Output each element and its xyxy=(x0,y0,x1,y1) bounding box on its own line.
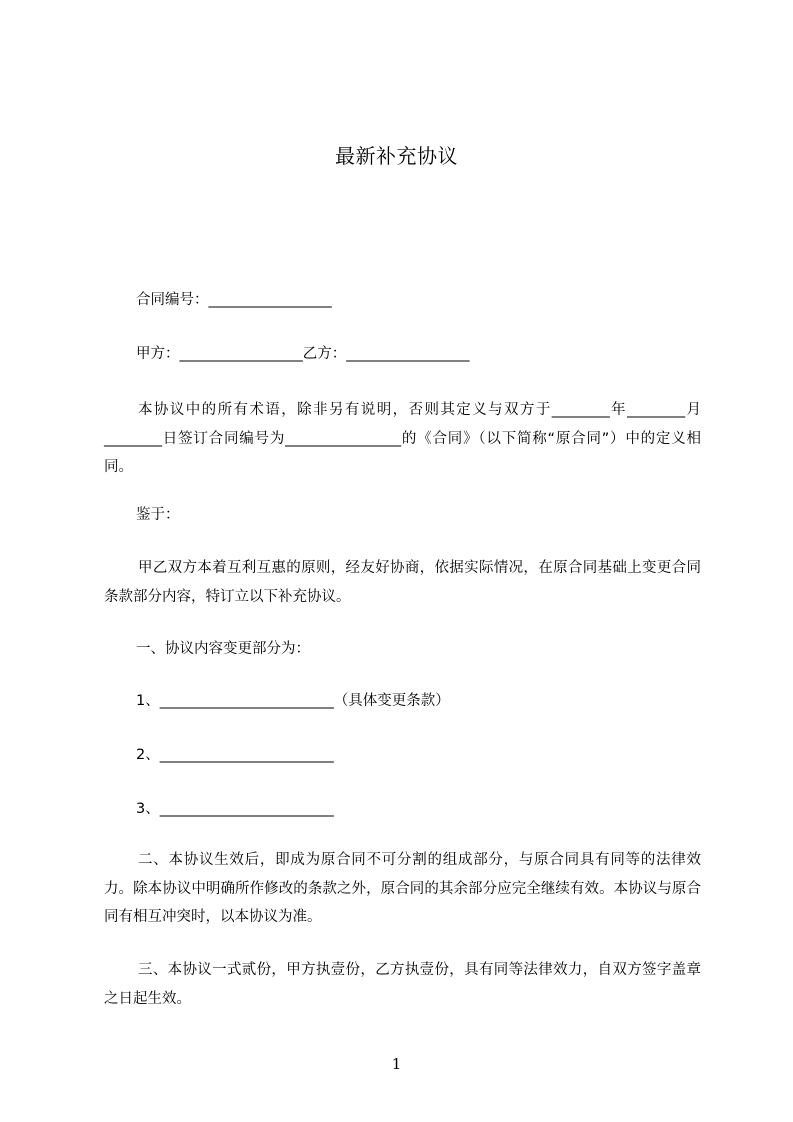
document-title: 最新补充协议 xyxy=(335,144,458,168)
section-one-heading: 一、协议内容变更部分为： xyxy=(136,641,310,657)
section-two-paragraph: 二、本协议生效后，即成为原合同不可分割的组成部分，与原合同具有同等的法律效力。除本协议中明确所作修改的条款之外，原合同的其余部分应完全继续有效。本协议与原合同有相互冲突时，以本协议为准。 xyxy=(104,852,701,925)
parties-line: 甲方：_________________乙方：_________________ xyxy=(136,346,470,362)
section-three-paragraph: 三、本协议一式贰份，甲方执壹份，乙方执壹份，具有同等法律效力，自双方签字盖章之日起生效。 xyxy=(104,962,701,1007)
whereas-label: 鉴于： xyxy=(136,507,180,523)
definitions-paragraph: 本协议中的所有术语，除非另有说明，否则其定义与双方于________年________月________日签订合同编号为________________的《合同》（以下简称“原合同”）中的定义相同。 xyxy=(104,402,701,475)
page-number: 1 xyxy=(391,1055,402,1073)
change-item-2: 2、________________________ xyxy=(136,747,334,763)
change-item-1: 1、________________________（具体变更条款） xyxy=(136,693,450,709)
whereas-paragraph: 甲乙双方本着互利互惠的原则，经友好协商，依据实际情况，在原合同基础上变更合同条款部分内容，特订立以下补充协议。 xyxy=(104,560,701,605)
change-item-3: 3、________________________ xyxy=(136,801,334,817)
contract-number-line: 合同编号：_________________ xyxy=(136,292,332,308)
